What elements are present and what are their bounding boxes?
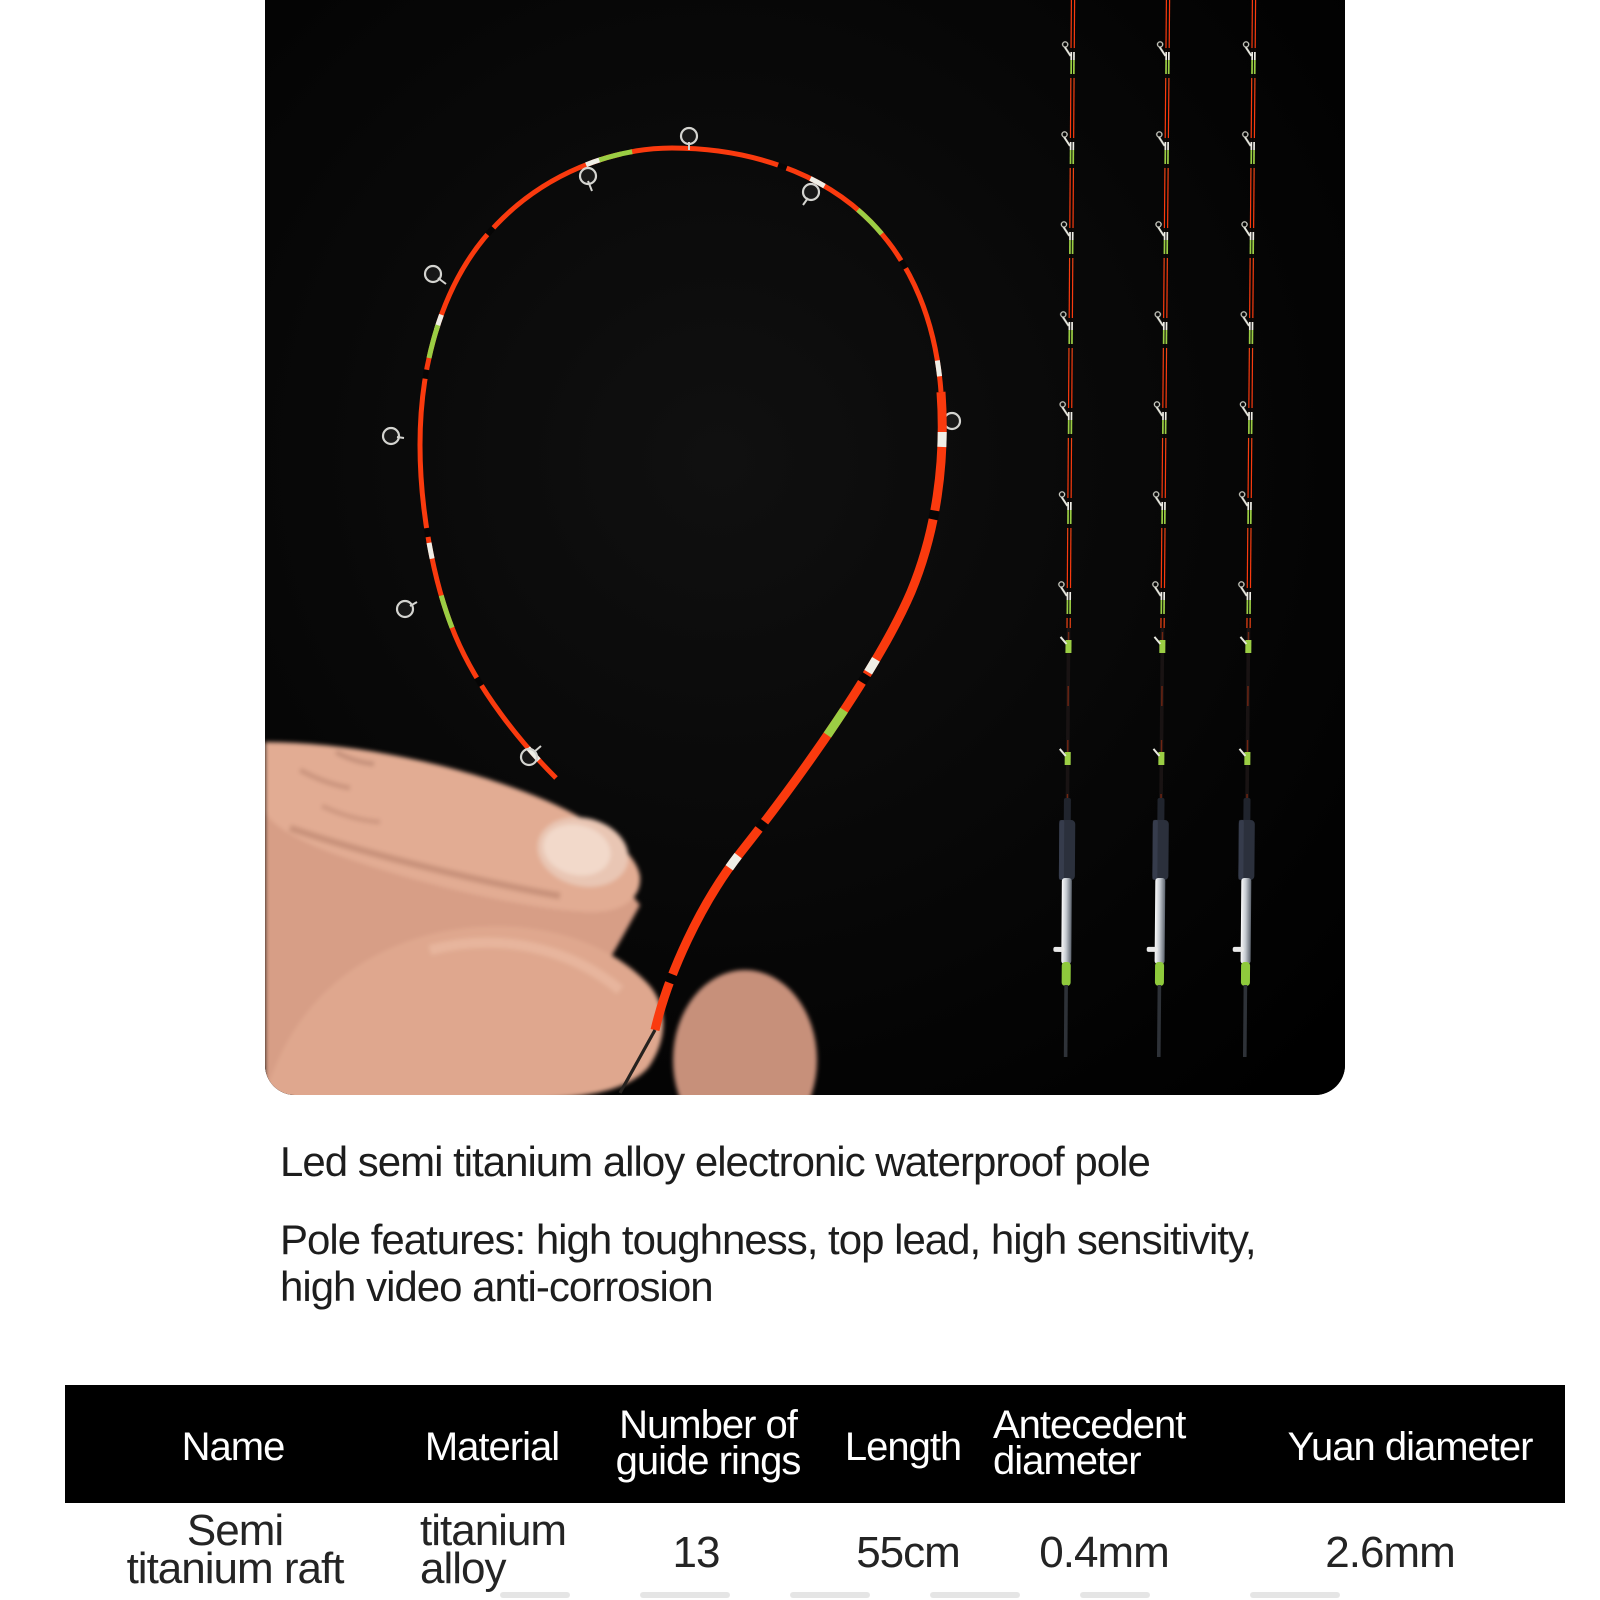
header-length: Length <box>844 1425 962 1469</box>
value-antecedent-diameter: 0.4mm <box>1039 1528 1169 1577</box>
spec-table-header-row <box>65 1385 1565 1503</box>
header-antecedent-diameter: Antecedent diameter <box>993 1403 1186 1483</box>
header-name: Name <box>181 1425 285 1469</box>
header-guide-rings: Number of guide rings <box>615 1403 801 1483</box>
header-yuan-diameter: Yuan diameter <box>1287 1425 1533 1469</box>
value-name: Semi titanium raft <box>126 1506 344 1593</box>
value-material: titanium alloy <box>420 1506 567 1593</box>
value-yuan-diameter: 2.6mm <box>1325 1528 1455 1577</box>
product-photo-panel <box>265 0 1345 1095</box>
product-photo-illustration <box>265 0 1345 1095</box>
features-line-1: Pole features: high toughness, top lead, high sensitivity, <box>280 1216 1256 1263</box>
header-material: Material <box>424 1425 560 1469</box>
product-features <box>280 1216 1256 1310</box>
value-guide-rings: 13 <box>672 1528 720 1577</box>
value-length: 55cm <box>856 1528 960 1577</box>
product-title: Led semi titanium alloy electronic waterproof pole <box>280 1138 1150 1185</box>
features-line-2: high video anti-corrosion <box>280 1263 713 1310</box>
